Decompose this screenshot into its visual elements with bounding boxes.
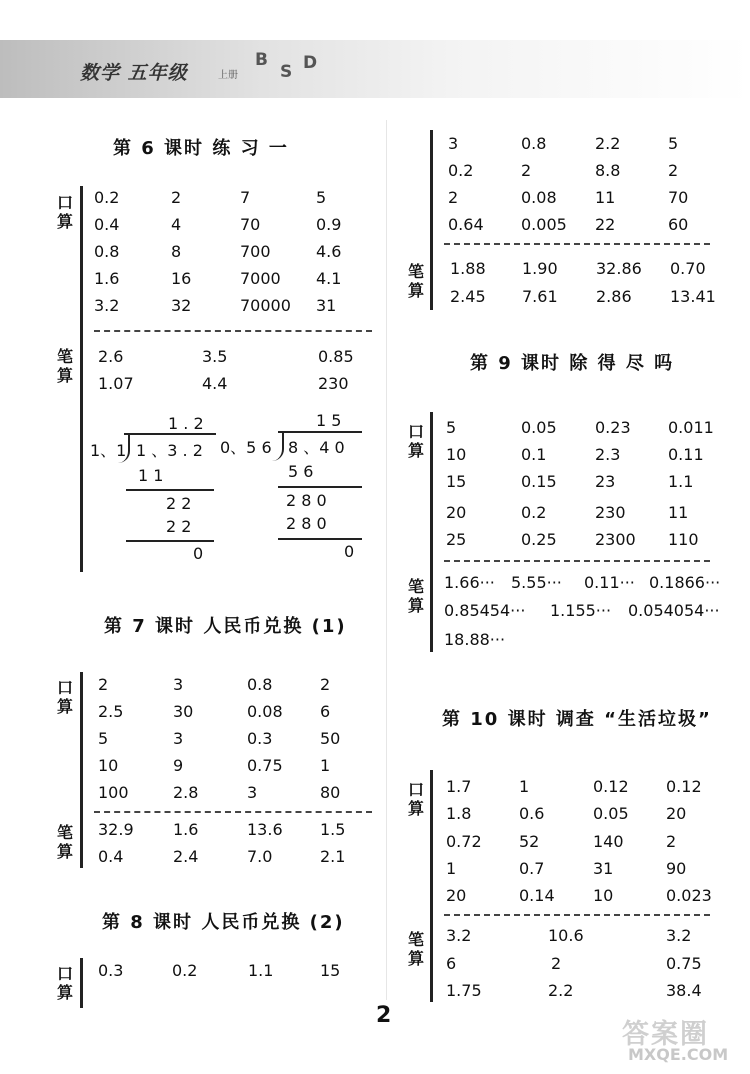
- oral-cell: 31: [316, 296, 337, 315]
- oral-cell: 30: [173, 702, 194, 721]
- oral-cell: 23: [595, 472, 616, 491]
- oral-cell: 0.9: [316, 215, 342, 234]
- oral-cell: 1: [320, 756, 331, 775]
- division-2-divisor: 0、5 6: [220, 438, 272, 457]
- oral-cell: 8: [171, 242, 182, 261]
- oral-cell: 0.8: [521, 134, 547, 153]
- oral-cell: 1.1: [668, 472, 694, 491]
- oral-cell: 0.11: [668, 445, 704, 464]
- oral-cell: 20: [446, 886, 467, 905]
- written-cell: 1.75: [446, 981, 482, 1000]
- written-cell: 13.6: [247, 820, 283, 839]
- oral-cell: 70: [668, 188, 689, 207]
- written-cell: 2.4: [173, 847, 199, 866]
- oral-cell: 2.2: [595, 134, 621, 153]
- written-cell: 1.5: [320, 820, 346, 839]
- written-cell: 2: [551, 954, 562, 973]
- oral-cell: 0.12: [593, 777, 629, 796]
- division-1-line2: [126, 540, 214, 542]
- division-1-step1: 1 1: [138, 466, 164, 485]
- section-9-written-label: 笔算: [407, 577, 424, 615]
- oral-cell: 0.8: [247, 675, 273, 694]
- written-cell: 2.86: [596, 287, 632, 306]
- oral-cell: 3.2: [94, 296, 120, 315]
- section-9-title: 第 9 课时 除 得 尽 吗: [470, 353, 675, 374]
- oral-cell: 8.8: [595, 161, 621, 180]
- oral-cell: 0.15: [521, 472, 557, 491]
- oral-cell: 110: [668, 530, 699, 549]
- written-cell: 3.2: [666, 926, 692, 945]
- section-7-vline: [80, 672, 83, 868]
- oral-cell: 5: [316, 188, 327, 207]
- section-7-oral-label: 口算: [56, 678, 73, 716]
- written-cell: 0.85454···: [444, 601, 526, 620]
- written-cell: 0.75: [666, 954, 702, 973]
- section-10-written-label: 笔算: [407, 930, 424, 968]
- section-9-oral-label: 口算: [407, 422, 424, 460]
- oral-cell: 100: [98, 783, 129, 802]
- oral-cell: 4.1: [316, 269, 342, 288]
- written-cell: 3.2: [446, 926, 472, 945]
- header-letter-s: S: [280, 62, 293, 82]
- written-cell: 0.054054···: [628, 601, 720, 620]
- oral-cell: 11: [668, 503, 689, 522]
- oral-cell: 5: [446, 418, 457, 437]
- written-cell: 1.88: [450, 259, 486, 278]
- oral-cell: 10: [593, 886, 614, 905]
- oral-cell: 70000: [240, 296, 291, 315]
- written-cell: 7.61: [522, 287, 558, 306]
- written-cell: 0.85: [318, 347, 354, 366]
- written-cell: 2.6: [98, 347, 124, 366]
- division-2-quotient: 1 5: [316, 411, 342, 430]
- oral-cell: 0.08: [521, 188, 557, 207]
- oral-cell: 700: [240, 242, 271, 261]
- written-cell: 6: [446, 954, 457, 973]
- oral-cell: 0.2: [448, 161, 474, 180]
- oral-cell: 0.12: [666, 777, 702, 796]
- oral-cell: 25: [446, 530, 467, 549]
- oral-cell: 3: [173, 675, 184, 694]
- oral-cell: 20: [446, 503, 467, 522]
- division-1-remainder: 0: [193, 544, 204, 563]
- oral-cell: 10: [446, 445, 467, 464]
- division-2-remainder1: 2 8 0: [286, 491, 327, 510]
- oral-cell: 4: [171, 215, 182, 234]
- oral-cell: 2: [320, 675, 331, 694]
- written-cell: 0.4: [98, 847, 124, 866]
- oral-cell: 50: [320, 729, 341, 748]
- section-6-oral-label: 口算: [56, 193, 73, 231]
- division-1-divisor: 1、1: [90, 441, 127, 460]
- oral-cell: 15: [446, 472, 467, 491]
- written-cell: 0.70: [670, 259, 706, 278]
- oral-cell: 0.8: [94, 242, 120, 261]
- section-10-divider: [444, 914, 710, 916]
- oral-cell: 10: [98, 756, 119, 775]
- oral-cell: 31: [593, 859, 614, 878]
- division-2-step1: 5 6: [288, 462, 314, 481]
- written-cell: 1.66···: [444, 573, 495, 592]
- oral-cell: 0.3: [98, 961, 124, 980]
- oral-cell: 0.2: [94, 188, 120, 207]
- division-1-quotient: 1 . 2: [168, 414, 204, 433]
- oral-cell: 2: [521, 161, 532, 180]
- oral-cell: 32: [171, 296, 192, 315]
- header-letter-b: B: [255, 50, 268, 70]
- section-6-divider: [94, 330, 372, 332]
- oral-cell: 0.23: [595, 418, 631, 437]
- written-cell: 13.41: [670, 287, 716, 306]
- written-cell: 4.4: [202, 374, 228, 393]
- written-cell: 2.1: [320, 847, 346, 866]
- oral-cell: 2: [171, 188, 182, 207]
- written-cell: 230: [318, 374, 349, 393]
- oral-cell: 0.3: [247, 729, 273, 748]
- section-7-title: 第 7 课时 人民币兑换 (1): [104, 616, 347, 637]
- written-cell: 1.90: [522, 259, 558, 278]
- division-2-dividend: 8 、4 0: [288, 438, 345, 457]
- header-subject: 数学 五年级: [80, 62, 188, 84]
- oral-cell: 15: [320, 961, 341, 980]
- section-10-title: 第 10 课时 调查 “生活垃圾”: [442, 709, 712, 730]
- section-8-written-label: 笔算: [407, 262, 424, 300]
- written-cell: 10.6: [548, 926, 584, 945]
- oral-cell: 9: [173, 756, 184, 775]
- oral-cell: 60: [668, 215, 689, 234]
- written-cell: 1.07: [98, 374, 134, 393]
- oral-cell: 140: [593, 832, 624, 851]
- oral-cell: 80: [320, 783, 341, 802]
- oral-cell: 1.6: [94, 269, 120, 288]
- oral-cell: 22: [595, 215, 616, 234]
- oral-cell: 0.1: [521, 445, 547, 464]
- oral-cell: 3: [247, 783, 258, 802]
- division-1-line1: [126, 489, 214, 491]
- division-1-remainder1: 2 2: [166, 494, 192, 513]
- oral-cell: 0.2: [172, 961, 198, 980]
- oral-cell: 2: [448, 188, 459, 207]
- oral-cell: 2: [666, 832, 677, 851]
- oral-cell: 2: [98, 675, 109, 694]
- oral-cell: 230: [595, 503, 626, 522]
- oral-cell: 3: [173, 729, 184, 748]
- division-2-bracket: [272, 431, 284, 461]
- oral-cell: 0.08: [247, 702, 283, 721]
- oral-cell: 16: [171, 269, 192, 288]
- oral-cell: 2.3: [595, 445, 621, 464]
- oral-cell: 2.5: [98, 702, 124, 721]
- oral-cell: 1: [446, 859, 457, 878]
- section-6-title: 第 6 课时 练 习 一: [113, 138, 289, 159]
- oral-cell: 1.8: [446, 804, 472, 823]
- oral-cell: 0.72: [446, 832, 482, 851]
- written-cell: 7.0: [247, 847, 273, 866]
- header-letter-d: D: [303, 53, 318, 73]
- page-fold: [386, 120, 387, 1000]
- division-2-bar: [278, 431, 362, 433]
- section-9-divider: [444, 560, 710, 562]
- oral-cell: 7: [240, 188, 251, 207]
- oral-cell: 0.64: [448, 215, 484, 234]
- division-1-bar: [124, 433, 216, 435]
- oral-cell: 4.6: [316, 242, 342, 261]
- oral-cell: 2300: [595, 530, 636, 549]
- written-cell: 32.9: [98, 820, 134, 839]
- section-8-vline: [80, 958, 83, 1008]
- written-cell: 1.155···: [550, 601, 612, 620]
- oral-cell: 0.4: [94, 215, 120, 234]
- oral-cell: 52: [519, 832, 540, 851]
- division-2-line1: [278, 486, 362, 488]
- oral-cell: 70: [240, 215, 261, 234]
- written-cell: 1.6: [173, 820, 199, 839]
- written-cell: 5.55···: [511, 573, 562, 592]
- section-6-vline: [80, 186, 83, 572]
- section-6-written-label: 笔算: [56, 347, 73, 385]
- page-number: 2: [376, 1003, 392, 1028]
- division-1-dividend: 1 、3 . 2: [136, 441, 203, 460]
- written-cell: 32.86: [596, 259, 642, 278]
- section-10-vline: [430, 770, 433, 1002]
- header-volume: 上册: [218, 70, 238, 81]
- oral-cell: 90: [666, 859, 687, 878]
- oral-cell: 1.1: [248, 961, 274, 980]
- oral-cell: 0.005: [521, 215, 567, 234]
- section-9-vline: [430, 412, 433, 652]
- watermark-logo: 答案圈: [622, 1019, 709, 1050]
- section-8-oral-label: 口算: [56, 964, 73, 1002]
- section-8-title: 第 8 课时 人民币兑换 (2): [102, 912, 345, 933]
- section-8-divider: [444, 243, 710, 245]
- oral-cell: 0.2: [521, 503, 547, 522]
- oral-cell: 0.14: [519, 886, 555, 905]
- oral-cell: 0.05: [521, 418, 557, 437]
- section-7-divider: [94, 811, 372, 813]
- written-cell: 0.1866···: [649, 573, 721, 592]
- oral-cell: 0.011: [668, 418, 714, 437]
- oral-cell: 3: [448, 134, 459, 153]
- oral-cell: 0.75: [247, 756, 283, 775]
- oral-cell: 5: [668, 134, 679, 153]
- written-cell: 18.88···: [444, 630, 506, 649]
- section-10-oral-label: 口算: [407, 780, 424, 818]
- written-cell: 2.2: [548, 981, 574, 1000]
- section-8-right-vline: [430, 130, 433, 310]
- written-cell: 2.45: [450, 287, 486, 306]
- division-2-line2: [278, 538, 362, 540]
- oral-cell: 20: [666, 804, 687, 823]
- written-cell: 0.11···: [584, 573, 635, 592]
- oral-cell: 0.25: [521, 530, 557, 549]
- oral-cell: 1: [519, 777, 530, 796]
- oral-cell: 0.7: [519, 859, 545, 878]
- oral-cell: 11: [595, 188, 616, 207]
- written-cell: 38.4: [666, 981, 702, 1000]
- written-cell: 3.5: [202, 347, 228, 366]
- oral-cell: 1.7: [446, 777, 472, 796]
- division-2-step2: 2 8 0: [286, 514, 327, 533]
- oral-cell: 0.6: [519, 804, 545, 823]
- division-2-remainder: 0: [344, 542, 355, 561]
- division-1-step2: 2 2: [166, 517, 192, 536]
- section-7-written-label: 笔算: [56, 823, 73, 861]
- watermark-url: MXQE.COM: [628, 1045, 729, 1064]
- oral-cell: 2.8: [173, 783, 199, 802]
- oral-cell: 0.023: [666, 886, 712, 905]
- oral-cell: 5: [98, 729, 109, 748]
- oral-cell: 2: [668, 161, 679, 180]
- oral-cell: 6: [320, 702, 331, 721]
- oral-cell: 0.05: [593, 804, 629, 823]
- oral-cell: 7000: [240, 269, 281, 288]
